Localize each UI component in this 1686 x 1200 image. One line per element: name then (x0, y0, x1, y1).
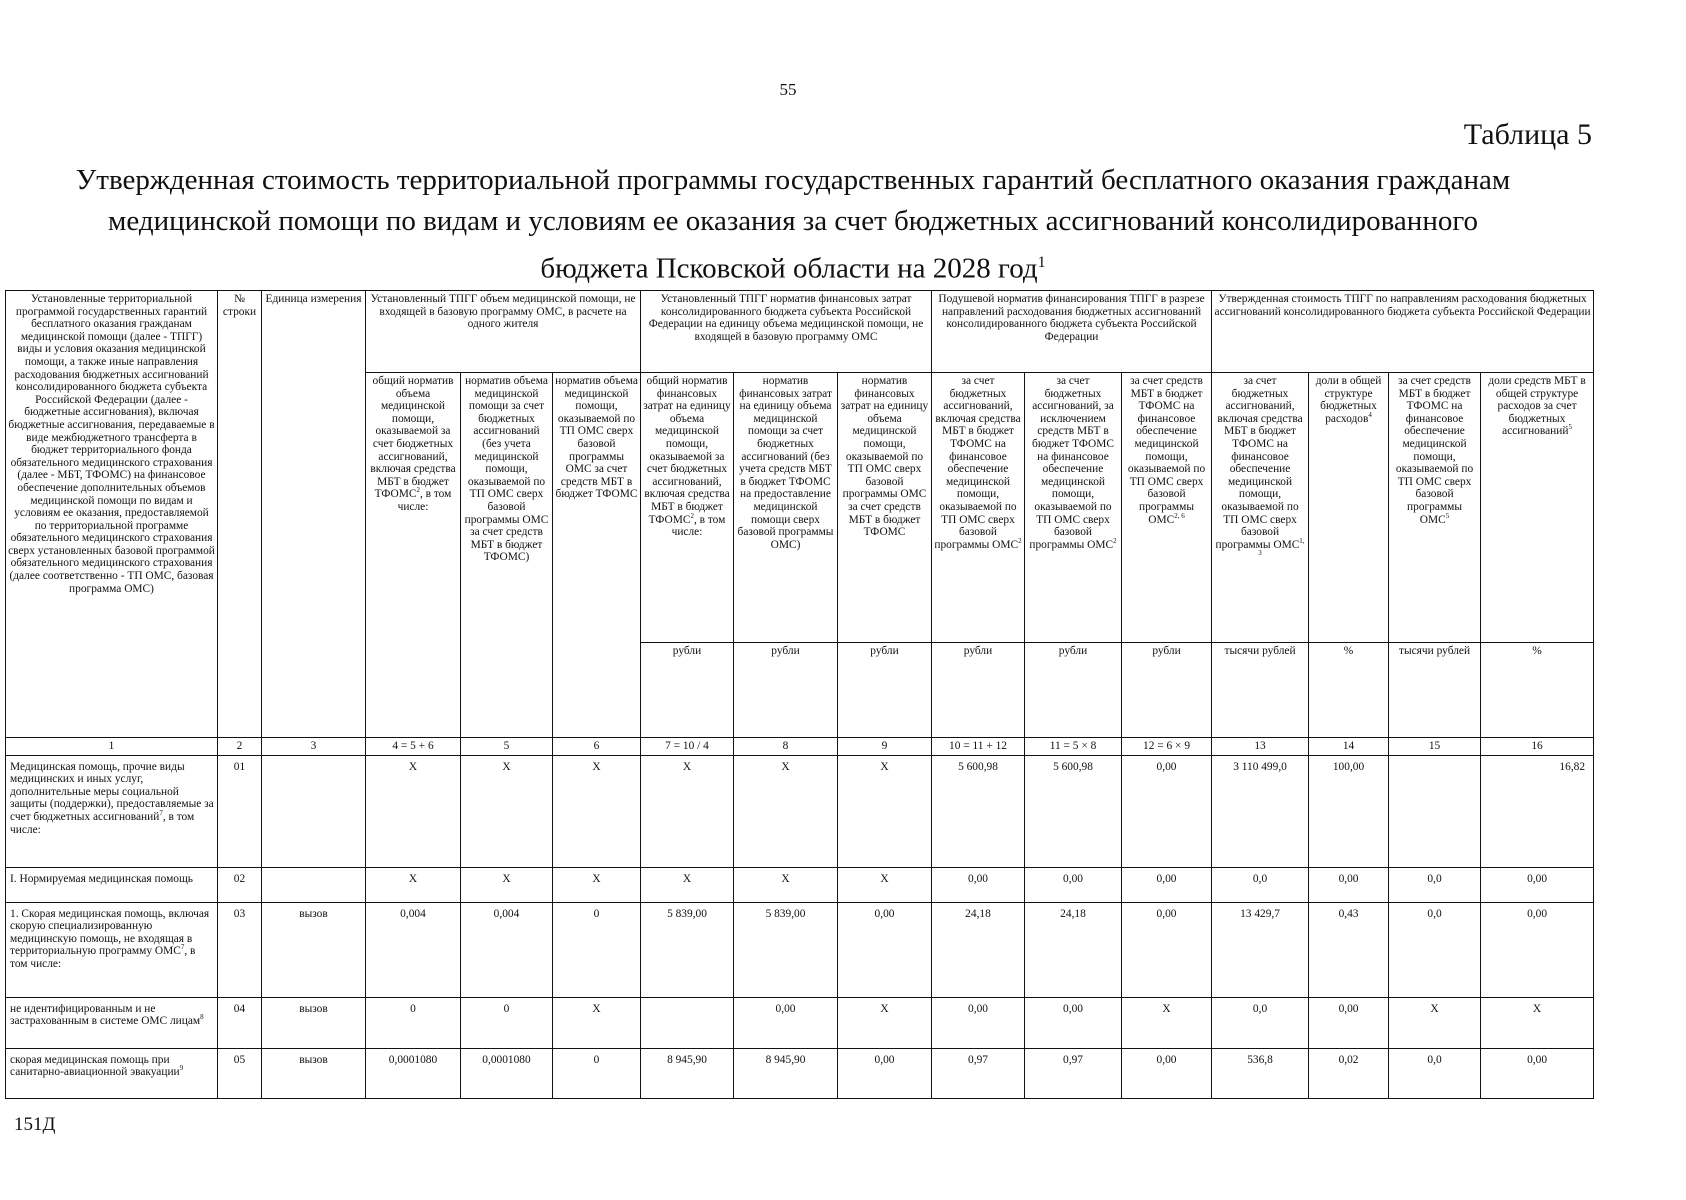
table-row (6, 902, 1594, 997)
cell-c10: 5 600,98 (932, 755, 1025, 867)
colnum-3: 3 (262, 738, 366, 756)
cell-c12: 0,00 (1122, 755, 1212, 867)
header-row-groups (6, 291, 1594, 373)
footer-code: 151Д (14, 1114, 56, 1135)
colnum-11: 11 = 5 × 8 (1025, 738, 1122, 756)
header-col-7-text: общий норматив финансовых затрат на единицу объема медицинской помощи, оказываемой за счет бюджетных ассигнований, включая средства МБТ в бюджет ТФОМС (643, 375, 731, 526)
cell-c9: 0,00 (838, 1048, 932, 1098)
header-col-4-text: общий норматив объема медицинской помощи, оказываемой за счет бюджетных ассигнований, включая средства МБТ в бюджет ТФОМС (370, 375, 456, 501)
cell-c16: X (1481, 997, 1594, 1048)
colnum-12: 12 = 6 × 9 (1122, 738, 1212, 756)
cell-c12: X (1122, 997, 1212, 1048)
unit-col-12: рубли (1122, 643, 1212, 738)
unit-col-16: % (1481, 643, 1594, 738)
header-col-12-sup: 2, 6 (1174, 511, 1185, 520)
row-name (6, 867, 218, 902)
table-label: Таблица 5 (1463, 118, 1592, 151)
cell-c15: X (1389, 997, 1481, 1048)
cell-c10: 0,00 (932, 867, 1025, 902)
header-col-7 (641, 373, 734, 643)
cell-c11: 0,97 (1025, 1048, 1122, 1098)
header-group-cost-norm: Установленный ТПГГ норматив финансовых затрат консолидированного бюджета субъекта Российской Федерации на единицу объема медицинской помощи, не входящей в базовую программу ОМС (641, 291, 932, 373)
header-col-unit: Единица измерения (262, 291, 366, 738)
document-title (0, 160, 1586, 290)
cell-rownum: 04 (218, 997, 262, 1048)
header-col-15-sup: 5 (1445, 511, 1450, 520)
cell-c10: 24,18 (932, 902, 1025, 997)
cell-c7: 8 945,90 (641, 1048, 734, 1098)
row-name-sup: 8 (200, 1013, 204, 1022)
header-col-12-text: за счет средств МБТ в бюджет ТФОМС на финансовое обеспечение медицинской помощи, оказываемой по ТП ОМС сверх базовой программы ОМС (1127, 375, 1206, 526)
cell-c7 (641, 997, 734, 1048)
cell-c6: X (553, 867, 641, 902)
colnum-1: 1 (6, 738, 218, 756)
row-name-tail: , в том числе: (10, 945, 196, 970)
colnum-8: 8 (734, 738, 838, 756)
header-col-7-tail: , в том числе: (671, 513, 726, 539)
header-col-16 (1481, 373, 1594, 643)
header-col-14-text: доли в общей структуре бюджетных расходов (1315, 375, 1382, 425)
header-col-4-sup: 2 (416, 486, 420, 495)
cell-c6: X (553, 755, 641, 867)
colnum-6: 6 (553, 738, 641, 756)
header-col-11 (1025, 373, 1122, 643)
cell-c11: 0,00 (1025, 997, 1122, 1048)
row-name-sup: 7 (180, 943, 185, 952)
colnum-2: 2 (218, 738, 262, 756)
cell-c15: 0,0 (1389, 1048, 1481, 1098)
cell-c4: 0 (366, 997, 461, 1048)
colnum-9: 9 (838, 738, 932, 756)
header-col-name: Установленные территориальной программой государственных гарантий бесплатного оказания гражданам медицинской помощи (далее - ТПГГ) виды и условия оказания медицинской помощи, а также иные направления расходования бюджетных ассигнований консолидированного бюджета субъекта Российской Федерации (далее - бюджетные ассигнования), включая бюджетные ассигнования, передаваемые в виде межбюджетного трансферта в бюджет территориального фонда обязательного медицинского страхования (далее - МБТ, ТФОМС) на финансовое обеспечение дополнительных объемов медицинской помощи по видам и условиям ее оказания, предоставляемой по территориальной программе обязательного медицинского страхования сверх установленных базовой программой обязательного медицинского страхования (далее соответственно - ТП ОМС, базовая программа ОМС) (6, 291, 218, 738)
row-name (6, 755, 218, 867)
header-col-13 (1212, 373, 1309, 643)
header-col-9: норматив финансовых затрат на единицу объема медицинской помощи, оказываемой по ТП ОМС сверх базовой программы ОМС за счет средств МБТ в бюджет ТФОМС (838, 373, 932, 643)
cell-c4: X (366, 867, 461, 902)
row-name-text: 1. Скорая медицинская помощь, включая скорую специализированную медицинскую помощь, не входящая в территориальную программу ОМС (10, 907, 210, 958)
cell-rownum: 01 (218, 755, 262, 867)
cell-c14: 100,00 (1309, 755, 1389, 867)
cell-c13: 0,0 (1212, 867, 1309, 902)
column-numbers-row (6, 738, 1594, 756)
cell-c14: 0,43 (1309, 902, 1389, 997)
cell-c8: 0,00 (734, 997, 838, 1048)
cell-c5: 0 (461, 997, 553, 1048)
unit-col-7: рубли (641, 643, 734, 738)
header-group-approved-cost: Утвержденная стоимость ТПГГ по направлениям расходования бюджетных ассигнований консолидированного бюджета субъекта Российской Федерации (1212, 291, 1594, 373)
cell-c13: 3 110 499,0 (1212, 755, 1309, 867)
cell-c14: 0,02 (1309, 1048, 1389, 1098)
page-number: 55 (779, 80, 797, 99)
cell-c12: 0,00 (1122, 902, 1212, 997)
cell-unit (262, 867, 366, 902)
header-col-7-sup: 2 (690, 511, 694, 520)
title-line-2: медицинской помощи по видам и условиям ее оказания за счет бюджетных ассигнований консолидированного (107, 205, 1479, 237)
cell-rownum: 05 (218, 1048, 262, 1098)
cell-unit: вызов (262, 1048, 366, 1098)
colnum-10: 10 = 11 + 12 (932, 738, 1025, 756)
cell-c13: 536,8 (1212, 1048, 1309, 1098)
colnum-14: 14 (1309, 738, 1389, 756)
cell-unit: вызов (262, 997, 366, 1048)
cell-rownum: 03 (218, 902, 262, 997)
cell-c8: 5 839,00 (734, 902, 838, 997)
header-col-10-sup: 2 (1018, 536, 1022, 545)
header-col-4-tail: , в том числе: (397, 488, 452, 513)
cell-c13: 0,0 (1212, 997, 1309, 1048)
row-name (6, 997, 218, 1048)
table-row (6, 997, 1594, 1048)
cell-c16: 0,00 (1481, 902, 1594, 997)
cell-c14: 0,00 (1309, 867, 1389, 902)
header-col-5: норматив объема медицинской помощи за счет бюджетных ассигнований (без учета медицинской помощи, оказываемой по ТП ОМС сверх базовой программы ОМС за счет средств МБТ в бюджет ТФОМС) (461, 373, 553, 738)
colnum-4: 4 = 5 + 6 (366, 738, 461, 756)
title-line-3 (0, 242, 1586, 290)
cell-c4: X (366, 755, 461, 867)
unit-col-15: тысячи рублей (1389, 643, 1481, 738)
cell-c9: X (838, 997, 932, 1048)
cell-unit: вызов (262, 902, 366, 997)
header-col-6: норматив объема медицинской помощи, оказываемой по ТП ОМС сверх базовой программы ОМС за счет средств МБТ в бюджет ТФОМС (553, 373, 641, 738)
header-col-10 (932, 373, 1025, 643)
cell-c6: 0 (553, 1048, 641, 1098)
unit-col-14: % (1309, 643, 1389, 738)
table-row (6, 755, 1594, 867)
cell-c16: 16,82 (1481, 755, 1594, 867)
cell-c10: 0,97 (932, 1048, 1025, 1098)
unit-col-9: рубли (838, 643, 932, 738)
cell-c4: 0,004 (366, 902, 461, 997)
unit-col-13: тысячи рублей (1212, 643, 1309, 738)
colnum-7: 7 = 10 / 4 (641, 738, 734, 756)
row-name-text: не идентифицированным и не застрахованным в системе ОМС лицам (10, 1002, 201, 1028)
colnum-5: 5 (461, 738, 553, 756)
table-row (6, 1048, 1594, 1098)
cell-c6: 0 (553, 902, 641, 997)
cell-c6: X (553, 997, 641, 1048)
header-col-15-text: за счет средств МБТ в бюджет ТФОМС на финансовое обеспечение медицинской помощи, оказываемой по ТП ОМС сверх базовой программы ОМС (1395, 375, 1474, 526)
colnum-16: 16 (1481, 738, 1594, 756)
cell-c9: 0,00 (838, 902, 932, 997)
cell-c5: X (461, 867, 553, 902)
cell-c11: 0,00 (1025, 867, 1122, 902)
row-name (6, 1048, 218, 1098)
cell-c5: 0,004 (461, 902, 553, 997)
table-row (6, 867, 1594, 902)
cell-c9: X (838, 867, 932, 902)
row-name-sup: 7 (159, 809, 163, 818)
cell-c11: 5 600,98 (1025, 755, 1122, 867)
header-col-12 (1122, 373, 1212, 643)
header-col-4 (366, 373, 461, 738)
row-name (6, 902, 218, 997)
cell-c15 (1389, 755, 1481, 867)
cell-c7: X (641, 755, 734, 867)
cell-c12: 0,00 (1122, 1048, 1212, 1098)
cell-c5: 0,0001080 (461, 1048, 553, 1098)
colnum-13: 13 (1212, 738, 1309, 756)
header-col-11-sup: 2 (1113, 536, 1117, 545)
header-group-volume: Установленный ТПГГ объем медицинской помощи, не входящей в базовую программу ОМС, в расчете на одного жителя (366, 291, 641, 373)
unit-col-8: рубли (734, 643, 838, 738)
cell-c14: 0,00 (1309, 997, 1389, 1048)
header-col-13-text: за счет бюджетных ассигнований, включая средства МБТ в бюджет ТФОМС на финансовое обеспечение медицинской помощи, оказываемой по ТП ОМС сверх базовой программы ОМС (1215, 375, 1303, 551)
header-col-8: норматив финансовых затрат на единицу объема медицинской помощи за счет бюджетных ассигнований (без учета средств МБТ в бюджет ТФОМС на предоставление медицинской помощи сверх базовой программы ОМС) (734, 373, 838, 643)
title-footnote-mark: 1 (1037, 254, 1046, 271)
cell-c16: 0,00 (1481, 867, 1594, 902)
cell-c7: 5 839,00 (641, 902, 734, 997)
header-group-per-capita: Подушевой норматив финансирования ТПГГ в разрезе направлений расходования бюджетных ассигнований консолидированного бюджета субъекта Российской Федерации (932, 291, 1212, 373)
cell-c4: 0,0001080 (366, 1048, 461, 1098)
row-name-sup: 9 (179, 1064, 184, 1073)
title-line-3-text: бюджета Псковской области на 2028 год (540, 252, 1038, 285)
cell-c9: X (838, 755, 932, 867)
row-name-text: скорая медицинская помощь при санитарно-авиационной эвакуации (10, 1053, 180, 1079)
cell-c16: 0,00 (1481, 1048, 1594, 1098)
cell-c11: 24,18 (1025, 902, 1122, 997)
unit-col-10: рубли (932, 643, 1025, 738)
header-col-16-text: доли средств МБТ в общей структуре расходов за счет бюджетных ассигнований (1488, 375, 1586, 438)
title-line-1: Утвержденная стоимость территориальной программы государственных гарантий бесплатного оказания гражданам (75, 164, 1511, 196)
header-col-14-sup: 4 (1368, 410, 1372, 419)
cost-table (5, 290, 1594, 1099)
cell-c12: 0,00 (1122, 867, 1212, 902)
cell-unit (262, 755, 366, 867)
row-name-text: I. Нормируемая медицинская помощь (10, 872, 193, 885)
cell-c7: X (641, 867, 734, 902)
cell-c10: 0,00 (932, 997, 1025, 1048)
cell-rownum: 02 (218, 867, 262, 902)
colnum-15: 15 (1389, 738, 1481, 756)
cell-c5: X (461, 755, 553, 867)
cell-c13: 13 429,7 (1212, 902, 1309, 997)
cell-c8: X (734, 867, 838, 902)
cell-c15: 0,0 (1389, 867, 1481, 902)
row-name-text: Медицинская помощь, прочие виды медицинских и иных услуг, дополнительные меры социальной защиты (поддержки), предоставляемые за счет бюджетных ассигнований (10, 760, 214, 823)
unit-col-11: рубли (1025, 643, 1122, 738)
header-col-16-sup: 5 (1568, 423, 1572, 432)
cell-c8: X (734, 755, 838, 867)
header-col-13-sup: 1, 3 (1258, 536, 1305, 558)
cell-c15: 0,0 (1389, 902, 1481, 997)
header-col-14 (1309, 373, 1389, 643)
row-name-tail: , в том числе: (10, 810, 195, 836)
header-col-15 (1389, 373, 1481, 643)
header-col-11-text: за счет бюджетных ассигнований, за исключением средств МБТ в бюджет ТФОМС на финансовое обеспечение медицинской помощи, оказываемой по ТП ОМС сверх базовой программы ОМС (1029, 375, 1114, 551)
header-col-10-text: за счет бюджетных ассигнований, включая средства МБТ в бюджет ТФОМС на финансовое обеспечение медицинской помощи, оказываемой по ТП ОМС сверх базовой программы ОМС (934, 375, 1021, 551)
header-col-rownum: № строки (218, 291, 262, 738)
cell-c8: 8 945,90 (734, 1048, 838, 1098)
